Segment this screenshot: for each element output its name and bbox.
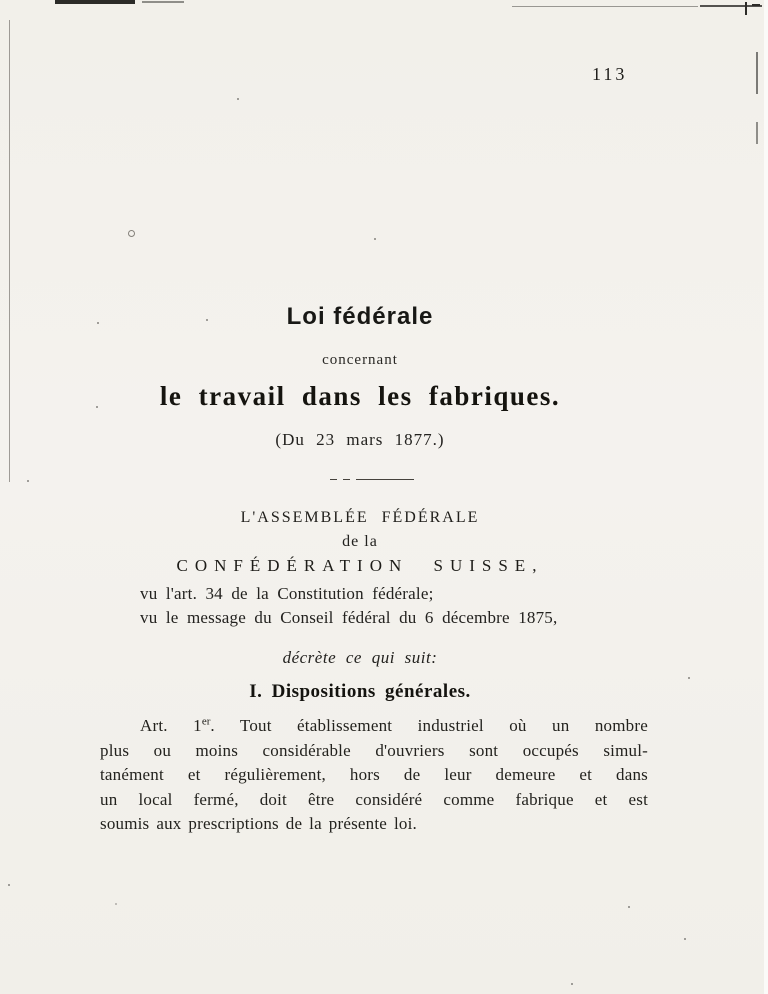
- paragraph-line: plus ou moins considérable d'ouvriers sont occupés simul-: [100, 740, 648, 760]
- paragraph-line: soumis aux prescriptions de la présente loi.: [100, 814, 417, 833]
- divider-dash: [330, 479, 337, 481]
- scan-artifact: [752, 4, 760, 6]
- scan-artifact: [756, 122, 758, 144]
- scan-speck: [571, 983, 573, 985]
- page-number: 113: [592, 64, 628, 84]
- scan-speck: [628, 906, 630, 908]
- section-heading: I. Dispositions générales.: [249, 681, 471, 702]
- scan-artifact: [745, 2, 747, 15]
- law-title: Loi fédérale: [286, 303, 434, 330]
- article-label-superscript: er: [201, 715, 211, 728]
- divider-dash: [343, 479, 350, 481]
- paragraph-line: un local fermé, doit être considéré comme fabrique et est: [100, 789, 648, 809]
- paragraph-line: [100, 714, 648, 739]
- paragraph-line-text: . Tout établissement industriel où un nombre: [210, 716, 648, 735]
- scan-speck: [8, 884, 10, 886]
- section-divider: [330, 478, 430, 481]
- scan-speck: [128, 230, 135, 237]
- scan-speck: [374, 238, 376, 240]
- law-date-line: (Du 23 mars 1877.): [275, 430, 445, 449]
- scan-artifact: [764, 0, 768, 994]
- assembly-line: L'ASSEMBLÉE FÉDÉRALE: [240, 509, 480, 526]
- scan-speck: [115, 903, 117, 905]
- recital-2: vu le message du Conseil fédéral du 6 décembre 1875,: [140, 608, 558, 627]
- recital-1: vu l'art. 34 de la Constitution fédérale;: [140, 584, 434, 603]
- scan-speck: [237, 98, 239, 100]
- scan-artifact: [55, 0, 135, 4]
- scan-speck: [684, 938, 686, 940]
- scan-speck: [688, 677, 690, 679]
- law-subject-title: le travail dans les fabriques.: [159, 381, 561, 411]
- confederation-line: CONFÉDÉRATION SUISSE,: [176, 556, 544, 575]
- paragraph-line: tanément et régulièrement, hors de leur demeure et dans: [100, 765, 648, 784]
- scan-artifact: [756, 52, 758, 94]
- decree-line: décrète ce qui suit:: [282, 648, 438, 667]
- scan-artifact: [512, 6, 698, 7]
- of-the-line: de la: [342, 533, 378, 550]
- scan-speck: [27, 480, 29, 482]
- article-label: Art. 1: [140, 716, 202, 735]
- scan-artifact: [142, 1, 184, 3]
- scan-artifact: [9, 20, 10, 482]
- title-connector: concernant: [322, 352, 398, 368]
- divider-rule: [356, 479, 414, 481]
- article-1-paragraph: [100, 714, 648, 837]
